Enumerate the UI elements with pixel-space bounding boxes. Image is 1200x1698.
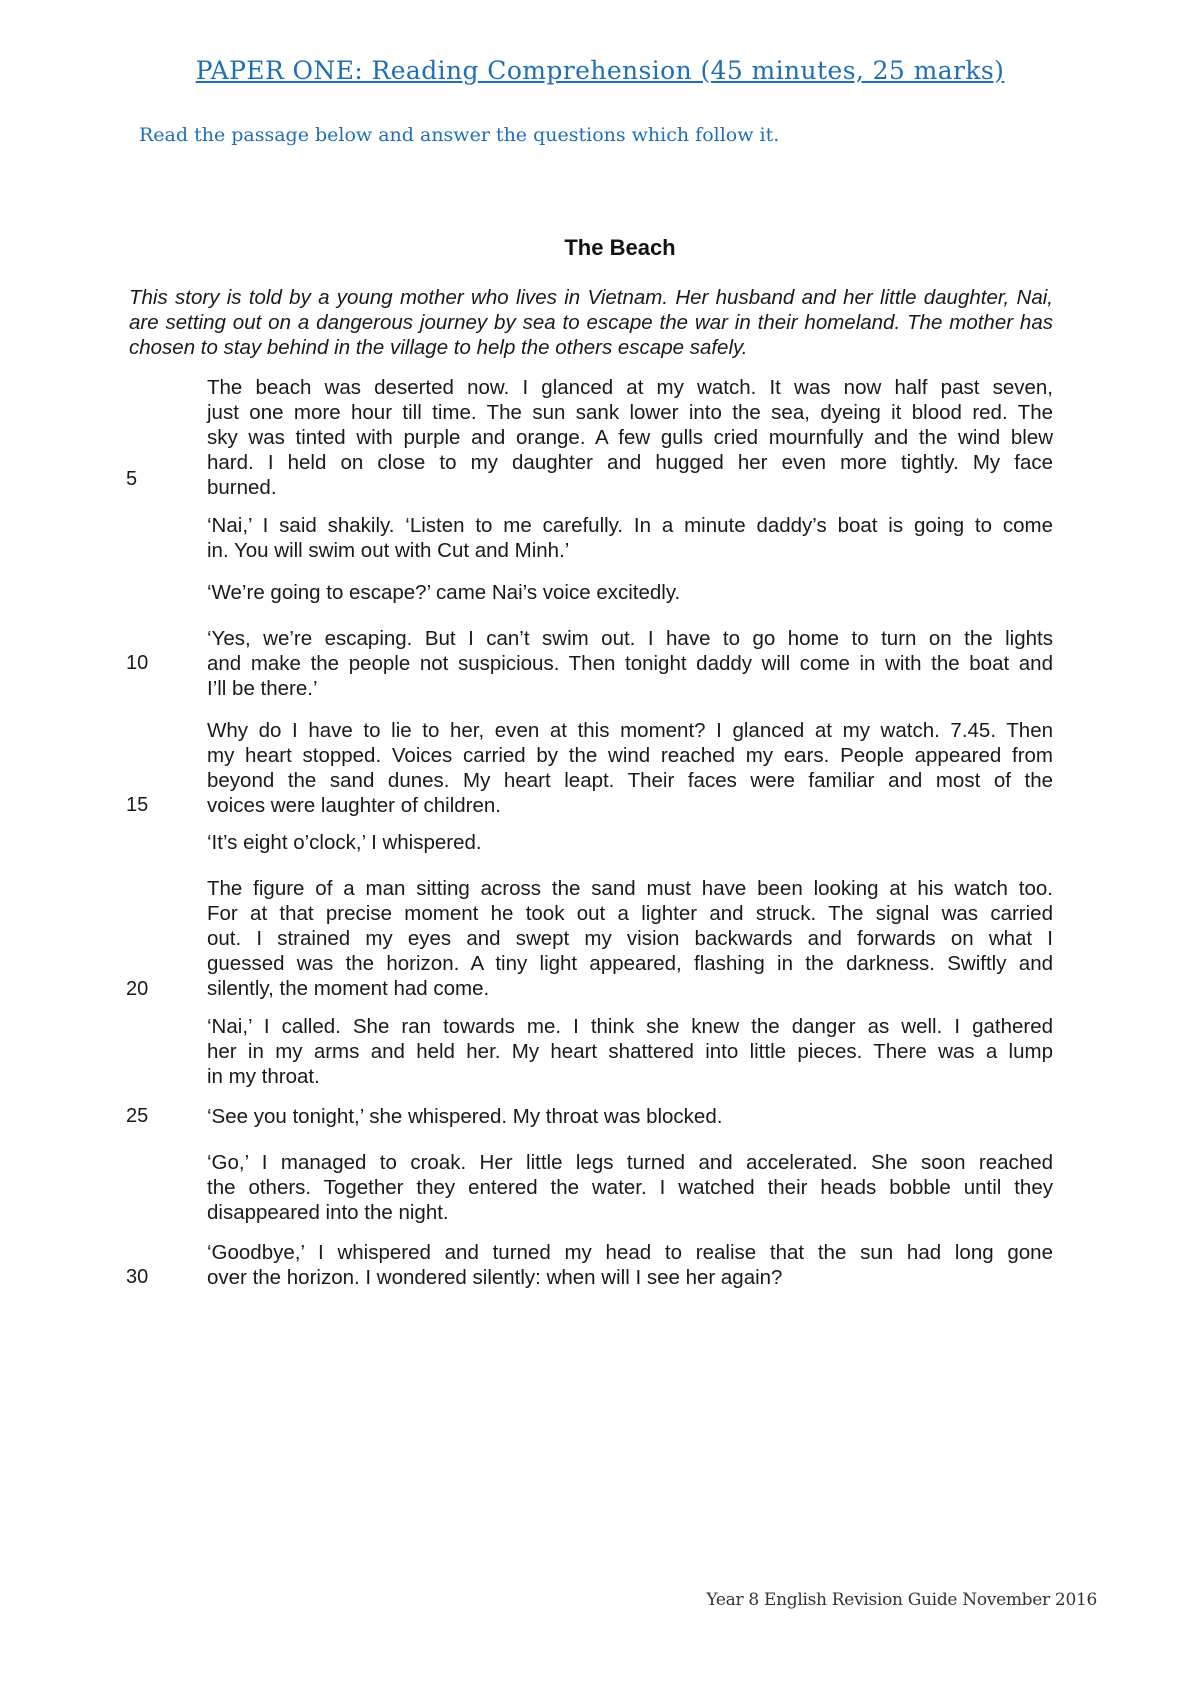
passage-line: ‘See you tonight,’ she whispered. My throat was blocked. <box>207 1105 723 1128</box>
passage-paragraph <box>183 375 1053 500</box>
paper-heading: PAPER ONE: Reading Comprehension (45 minutes, 25 marks) <box>195 56 1005 85</box>
passage-paragraph <box>183 580 1053 605</box>
passage-line: beyond the sand dunes. My heart leapt. Their faces were familiar and most of the <box>207 769 1053 792</box>
passage-line: just one more hour till time. The sun sank lower into the sea, dyeing it blood red. The <box>207 401 1053 424</box>
passage-paragraph <box>183 876 1053 1001</box>
passage-line: hard. I held on close to my daughter and hugged her even more tightly. My face <box>207 451 1053 474</box>
passage-line: The beach was deserted now. I glanced at my watch. It was now half past seven, <box>207 376 1053 399</box>
line-number: 30 <box>126 1266 149 1288</box>
line-number: 5 <box>126 468 138 490</box>
passage-line: ‘Yes, we’re escaping. But I can’t swim out. I have to go home to turn on the lights <box>207 627 1053 650</box>
passage-line: silently, the moment had come. <box>207 977 490 1000</box>
passage-paragraph <box>183 718 1053 818</box>
passage-line: the others. Together they entered the water. I watched their heads bobble until they <box>207 1176 1053 1199</box>
passage-line: her in my arms and held her. My heart shattered into little pieces. There was a lump <box>207 1040 1053 1063</box>
page-footer: Year 8 English Revision Guide November 2016 <box>706 1590 1097 1610</box>
passage-line: over the horizon. I wondered silently: when will I see her again? <box>207 1266 783 1289</box>
passage-line: ‘It’s eight o’clock,’ I whispered. <box>207 831 482 854</box>
passage-line: and make the people not suspicious. Then tonight daddy will come in with the boat and <box>207 652 1053 675</box>
passage-paragraph <box>183 513 1053 563</box>
passage-line: burned. <box>207 476 277 499</box>
passage-paragraph <box>183 1014 1053 1089</box>
passage-line: out. I strained my eyes and swept my vision backwards and forwards on what I <box>207 927 1053 950</box>
passage-line: I’ll be there.’ <box>207 677 318 700</box>
passage-line: disappeared into the night. <box>207 1201 449 1224</box>
passage-paragraph <box>183 1240 1053 1290</box>
passage-line: guessed was the horizon. A tiny light appeared, flashing in the darkness. Swiftly and <box>207 952 1053 975</box>
instruction-text: Read the passage below and answer the questions which follow it. <box>139 124 780 146</box>
passage-intro: This story is told by a young mother who lives in Vietnam. Her husband and her little daughter, Nai, are setting out on a dangerous journey by sea to escape the war in their homeland. The mother has chosen to stay behind in the village to help the others escape safely. <box>129 286 1053 359</box>
passage-paragraph <box>183 1104 1053 1129</box>
passage-line: ‘Nai,’ I said shakily. ‘Listen to me carefully. In a minute daddy’s boat is going to come <box>207 514 1053 537</box>
passage-paragraph <box>183 626 1053 701</box>
line-number: 15 <box>126 794 149 816</box>
line-number: 25 <box>126 1105 149 1127</box>
passage-line: sky was tinted with purple and orange. A few gulls cried mournfully and the wind blew <box>207 426 1053 449</box>
line-number: 20 <box>126 978 149 1000</box>
passage-paragraph <box>183 1150 1053 1225</box>
passage-title: The Beach <box>564 235 676 260</box>
line-number: 10 <box>126 652 149 674</box>
passage-line: ‘Nai,’ I called. She ran towards me. I think she knew the danger as well. I gathered <box>207 1015 1053 1038</box>
passage-line: in. You will swim out with Cut and Minh.’ <box>207 539 570 562</box>
passage-line: my heart stopped. Voices carried by the wind reached my ears. People appeared from <box>207 744 1053 767</box>
passage-paragraph <box>183 830 1053 855</box>
passage-line: ‘We’re going to escape?’ came Nai’s voice excitedly. <box>207 581 681 604</box>
passage-line: ‘Goodbye,’ I whispered and turned my head to realise that the sun had long gone <box>207 1241 1053 1264</box>
passage-line: in my throat. <box>207 1065 320 1088</box>
passage-line: For at that precise moment he took out a lighter and struck. The signal was carried <box>207 902 1053 925</box>
passage-line: ‘Go,’ I managed to croak. Her little legs turned and accelerated. She soon reached <box>207 1151 1053 1174</box>
passage-line: Why do I have to lie to her, even at this moment? I glanced at my watch. 7.45. Then <box>207 719 1053 742</box>
passage-line: voices were laughter of children. <box>207 794 501 817</box>
passage-line: The figure of a man sitting across the sand must have been looking at his watch too. <box>207 877 1053 900</box>
